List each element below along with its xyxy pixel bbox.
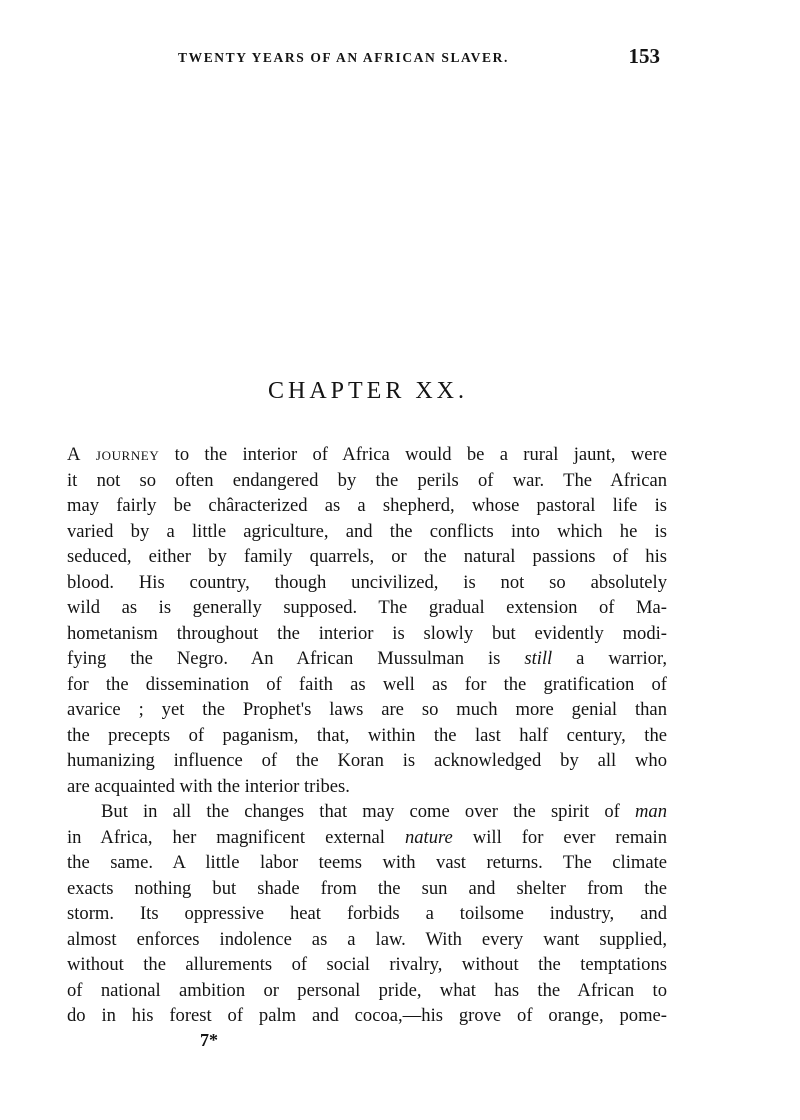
- text-line: for the dissemination of faith as well as for the gratification of: [67, 673, 667, 695]
- running-head: [178, 44, 668, 74]
- drop-smallcaps: A journey: [67, 444, 160, 465]
- text-line: in Africa, her magnificent external nature will for ever remain: [67, 826, 667, 848]
- page-number: 153: [628, 44, 660, 68]
- text-line: blood. His country, though uncivilized, is not so absolutely: [67, 571, 667, 593]
- italic-emphasis: still: [524, 648, 553, 669]
- running-title: TWENTY YEARS OF AN AFRICAN SLAVER.: [178, 50, 509, 65]
- text-line: it not so often endangered by the perils of war. The African: [67, 469, 667, 491]
- chapter-heading: CHAPTER XX.: [267, 378, 468, 404]
- text-line: almost enforces indolence as a law. With every want supplied,: [67, 928, 667, 950]
- text-line: But in all the changes that may come over the spirit of man: [101, 801, 667, 822]
- text-line: A journey to the interior of Africa would be a rural jaunt, were: [67, 444, 667, 465]
- text-line: exacts nothing but shade from the sun and shelter from the: [67, 877, 667, 899]
- text-line: hometanism throughout the interior is slowly but evidently modi-: [67, 622, 667, 644]
- body-text: [67, 442, 667, 1029]
- text-line: seduced, either by family quarrels, or the natural passions of his: [67, 546, 667, 567]
- text-line: the same. A little labor teems with vast returns. The climate: [67, 852, 667, 873]
- paragraph-1: [67, 442, 667, 799]
- text-line: without the allurements of social rivalry, without the temptations: [67, 954, 667, 975]
- text-line: avarice ; yet the Prophet's laws are so much more genial than: [67, 699, 667, 720]
- text-line: the precepts of paganism, that, within the last half century, the: [67, 724, 667, 746]
- signature-mark: 7*: [200, 1030, 218, 1050]
- text-line: wild as is generally supposed. The gradual extension of Ma-: [67, 597, 667, 618]
- italic-emphasis: nature: [404, 826, 453, 848]
- text-line: of national ambition or personal pride, what has the African to: [67, 979, 667, 1001]
- text-line: fying the Negro. An African Mussulman is still a warrior,: [67, 648, 667, 669]
- text-line: storm. Its oppressive heat forbids a toilsome industry, and: [67, 903, 667, 924]
- text-line: varied by a little agriculture, and the conflicts into which he is: [67, 520, 667, 542]
- text-line: are acquainted with the interior tribes.: [67, 775, 350, 797]
- text-line: humanizing influence of the Koran is acknowledged by all who: [67, 750, 667, 771]
- text-line: may fairly be châracterized as a shepherd, whose pastoral life is: [67, 495, 667, 516]
- text-line: do in his forest of palm and cocoa,—his grove of orange, pome-: [67, 1005, 667, 1026]
- paragraph-2: [67, 799, 667, 1029]
- italic-emphasis: man: [634, 801, 667, 822]
